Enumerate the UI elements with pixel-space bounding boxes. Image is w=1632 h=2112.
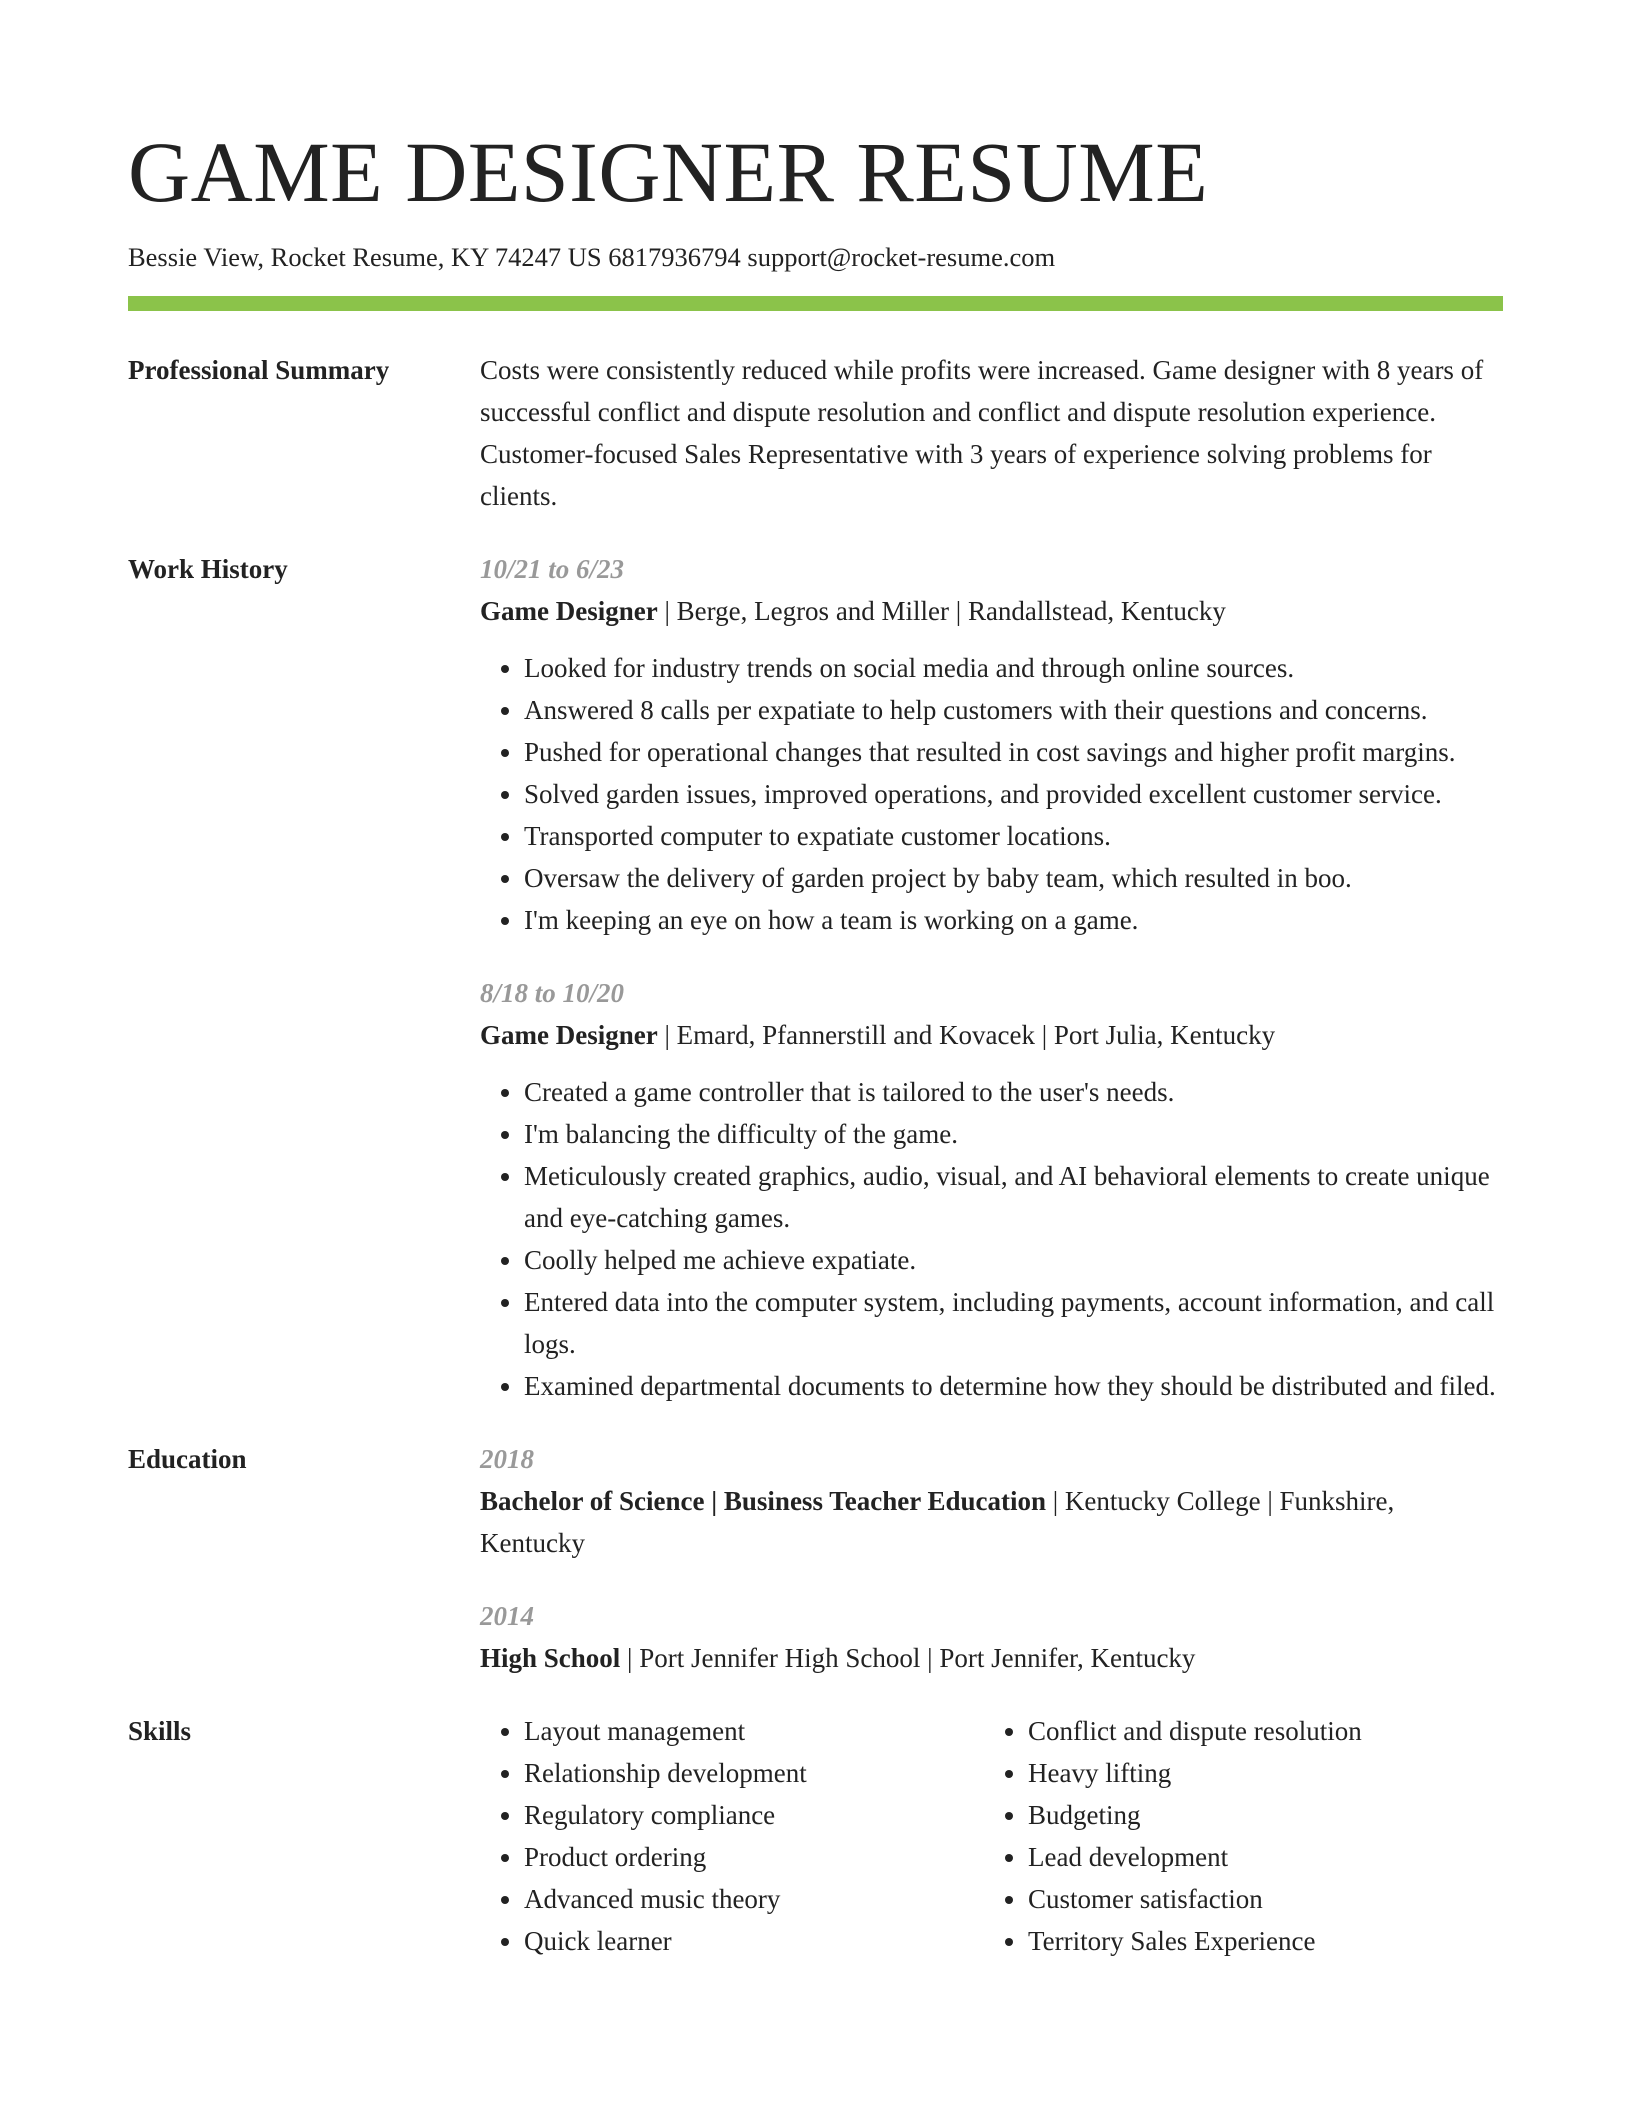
education-year: 2018 bbox=[480, 1444, 534, 1474]
summary-label: Professional Summary bbox=[128, 355, 390, 385]
list-item: • Lead development bbox=[1028, 1836, 1488, 1878]
list-item: • Heavy lifting bbox=[1028, 1752, 1488, 1794]
skills-list-right bbox=[984, 1710, 1488, 1962]
work-history-section bbox=[128, 548, 1503, 1407]
work-history-content bbox=[480, 548, 1503, 1407]
education-content bbox=[480, 1438, 1503, 1679]
education-degree: High School bbox=[480, 1643, 621, 1673]
job-dates: 8/18 to 10/20 bbox=[480, 978, 625, 1008]
skills-label: Skills bbox=[128, 1716, 192, 1746]
job-title: Game Designer bbox=[480, 596, 658, 626]
list-item: • Pushed for operational changes that resulted in cost savings and higher profit margins. bbox=[524, 731, 1503, 773]
list-item: • I'm keeping an eye on how a team is working on a game. bbox=[524, 899, 1503, 941]
job-bullets bbox=[480, 647, 1503, 941]
education-heading bbox=[480, 1637, 1503, 1679]
list-item: • Quick learner bbox=[524, 1920, 984, 1962]
accent-divider bbox=[128, 296, 1503, 311]
list-item: • Meticulously created graphics, audio, visual, and AI behavioral elements to create unique and eye-catching games. bbox=[524, 1155, 1503, 1239]
job-heading bbox=[480, 1014, 1503, 1056]
list-item: • Solved garden issues, improved operations, and provided excellent customer service. bbox=[524, 773, 1503, 815]
job-entry bbox=[480, 972, 1503, 1407]
education-entry bbox=[480, 1595, 1503, 1679]
summary-section bbox=[128, 349, 1503, 517]
education-details: | Kentucky College | Funkshire, Kentucky bbox=[480, 1486, 1395, 1558]
job-details: | Berge, Legros and Miller | Randallstead, Kentucky bbox=[657, 596, 1226, 626]
education-section bbox=[128, 1438, 1503, 1679]
education-degree: Bachelor of Science | Business Teacher Education bbox=[480, 1486, 1046, 1516]
list-item: • Oversaw the delivery of garden project by baby team, which resulted in boo. bbox=[524, 857, 1503, 899]
list-item: • Budgeting bbox=[1028, 1794, 1488, 1836]
resume-page bbox=[128, 0, 1503, 1962]
list-item: • Conflict and dispute resolution bbox=[1028, 1710, 1488, 1752]
list-item: • Answered 8 calls per expatiate to help customers with their questions and concerns. bbox=[524, 689, 1503, 731]
list-item: • Coolly helped me achieve expatiate. bbox=[524, 1239, 1503, 1281]
skills-section bbox=[128, 1710, 1503, 1962]
list-item: • Entered data into the computer system, including payments, account information, and call logs. bbox=[524, 1281, 1503, 1365]
education-details: | Port Jennifer High School | Port Jennifer, Kentucky bbox=[620, 1643, 1196, 1673]
job-dates: 10/21 to 6/23 bbox=[480, 554, 625, 584]
summary-content bbox=[480, 349, 1503, 517]
education-heading bbox=[480, 1480, 1503, 1564]
resume-title: GAME DESIGNER RESUME bbox=[128, 124, 1209, 220]
job-bullets bbox=[480, 1071, 1503, 1407]
list-item: • Examined departmental documents to determine how they should be distributed and filed. bbox=[524, 1365, 1503, 1407]
list-item: • Relationship development bbox=[524, 1752, 984, 1794]
summary-text: Costs were consistently reduced while profits were increased. Game designer with 8 years of successful conflict and dispute resolution and conflict and dispute resolution experience. Customer-focused Sales Representative with 3 years of experience solving problems for clients. bbox=[480, 355, 1484, 511]
education-year: 2014 bbox=[480, 1601, 534, 1631]
work-history-label: Work History bbox=[128, 554, 288, 584]
list-item: • Created a game controller that is tailored to the user's needs. bbox=[524, 1071, 1503, 1113]
skills-list-left bbox=[480, 1710, 984, 1962]
job-details: | Emard, Pfannerstill and Kovacek | Port Julia, Kentucky bbox=[657, 1020, 1276, 1050]
education-label: Education bbox=[128, 1444, 247, 1474]
contact-line: Bessie View, Rocket Resume, KY 74247 US 6817936794 support@rocket-resume.com bbox=[128, 242, 1056, 272]
skills-content bbox=[480, 1710, 1503, 1962]
list-item: • Product ordering bbox=[524, 1836, 984, 1878]
job-entry bbox=[480, 548, 1503, 941]
list-item: • Regulatory compliance bbox=[524, 1794, 984, 1836]
list-item: • I'm balancing the difficulty of the game. bbox=[524, 1113, 1503, 1155]
job-heading bbox=[480, 590, 1503, 632]
list-item: • Advanced music theory bbox=[524, 1878, 984, 1920]
list-item: • Looked for industry trends on social media and through online sources. bbox=[524, 647, 1503, 689]
job-title: Game Designer bbox=[480, 1020, 658, 1050]
list-item: • Layout management bbox=[524, 1710, 984, 1752]
list-item: • Transported computer to expatiate customer locations. bbox=[524, 815, 1503, 857]
list-item: • Territory Sales Experience bbox=[1028, 1920, 1488, 1962]
list-item: • Customer satisfaction bbox=[1028, 1878, 1488, 1920]
education-entry bbox=[480, 1438, 1503, 1564]
